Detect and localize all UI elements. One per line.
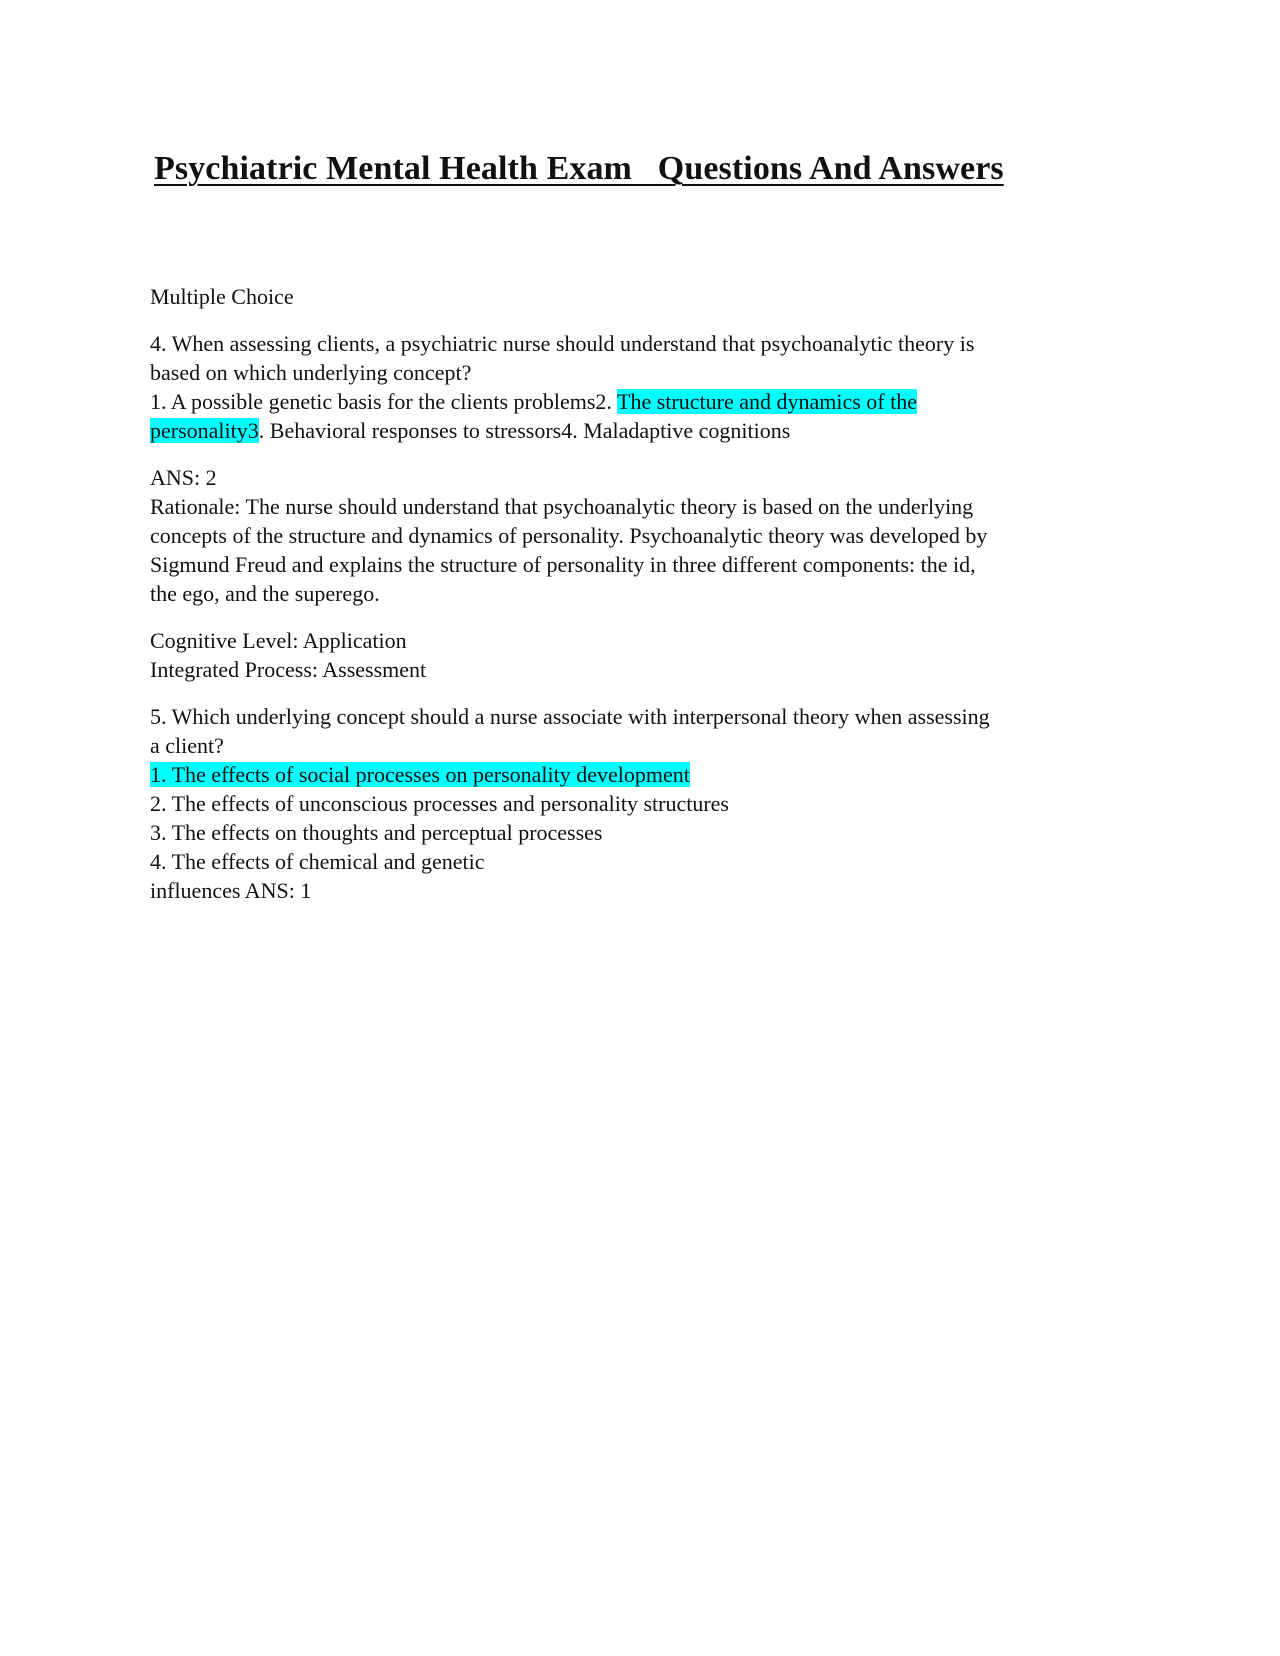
q4-answer: ANS: 2 (150, 465, 217, 490)
q5-option-4-continued: influences ANS: 1 (150, 878, 312, 903)
q5-question-line-2: a client? (150, 733, 224, 758)
document-title: Psychiatric Mental Health Exam Questions And Answers (154, 150, 1004, 187)
q4-options-line-2 (150, 416, 1110, 445)
document-body (150, 282, 1110, 923)
section-heading: Multiple Choice (150, 284, 294, 309)
q4-metadata (150, 626, 1110, 684)
q4-answer-rationale (150, 463, 1110, 608)
q4-integrated-process: Integrated Process: Assessment (150, 657, 427, 682)
q4-rationale-line-4: the ego, and the superego. (150, 581, 380, 606)
q4-options-prefix: 1. A possible genetic basis for the clients problems2. (150, 389, 618, 414)
q4-rationale-line-3: Sigmund Freud and explains the structure of personality in three different components: the id, (150, 552, 976, 577)
q4-rationale-line-1: Rationale: The nurse should understand that psychoanalytic theory is based on the underlying (150, 494, 974, 519)
q5-option-1-highlighted: 1. The effects of social processes on personality development (150, 762, 690, 787)
q4-question-line-1: 4. When assessing clients, a psychiatric nurse should understand that psychoanalytic theory is (150, 331, 975, 356)
q4-question-line-2: based on which underlying concept? (150, 360, 472, 385)
q5-option-1-line (150, 760, 1110, 789)
q4-cognitive-level: Cognitive Level: Application (150, 628, 407, 653)
q4-options-line-1 (150, 387, 1110, 416)
q4-rationale-line-2: concepts of the structure and dynamics of personality. Psychoanalytic theory was developed by (150, 523, 988, 548)
q4-highlighted-answer-part-1: The structure and dynamics of the (617, 389, 917, 414)
q5-question-line-1: 5. Which underlying concept should a nurse associate with interpersonal theory when assessing (150, 704, 990, 729)
q4-options-suffix: . Behavioral responses to stressors4. Maladaptive cognitions (258, 418, 791, 443)
question-5 (150, 702, 1110, 905)
q5-option-2: 2. The effects of unconscious processes and personality structures (150, 791, 729, 816)
question-4 (150, 329, 1110, 445)
q5-option-4: 4. The effects of chemical and genetic (150, 849, 485, 874)
q4-highlighted-answer-part-2: personality3 (150, 418, 259, 443)
q5-option-3: 3. The effects on thoughts and perceptual processes (150, 820, 603, 845)
